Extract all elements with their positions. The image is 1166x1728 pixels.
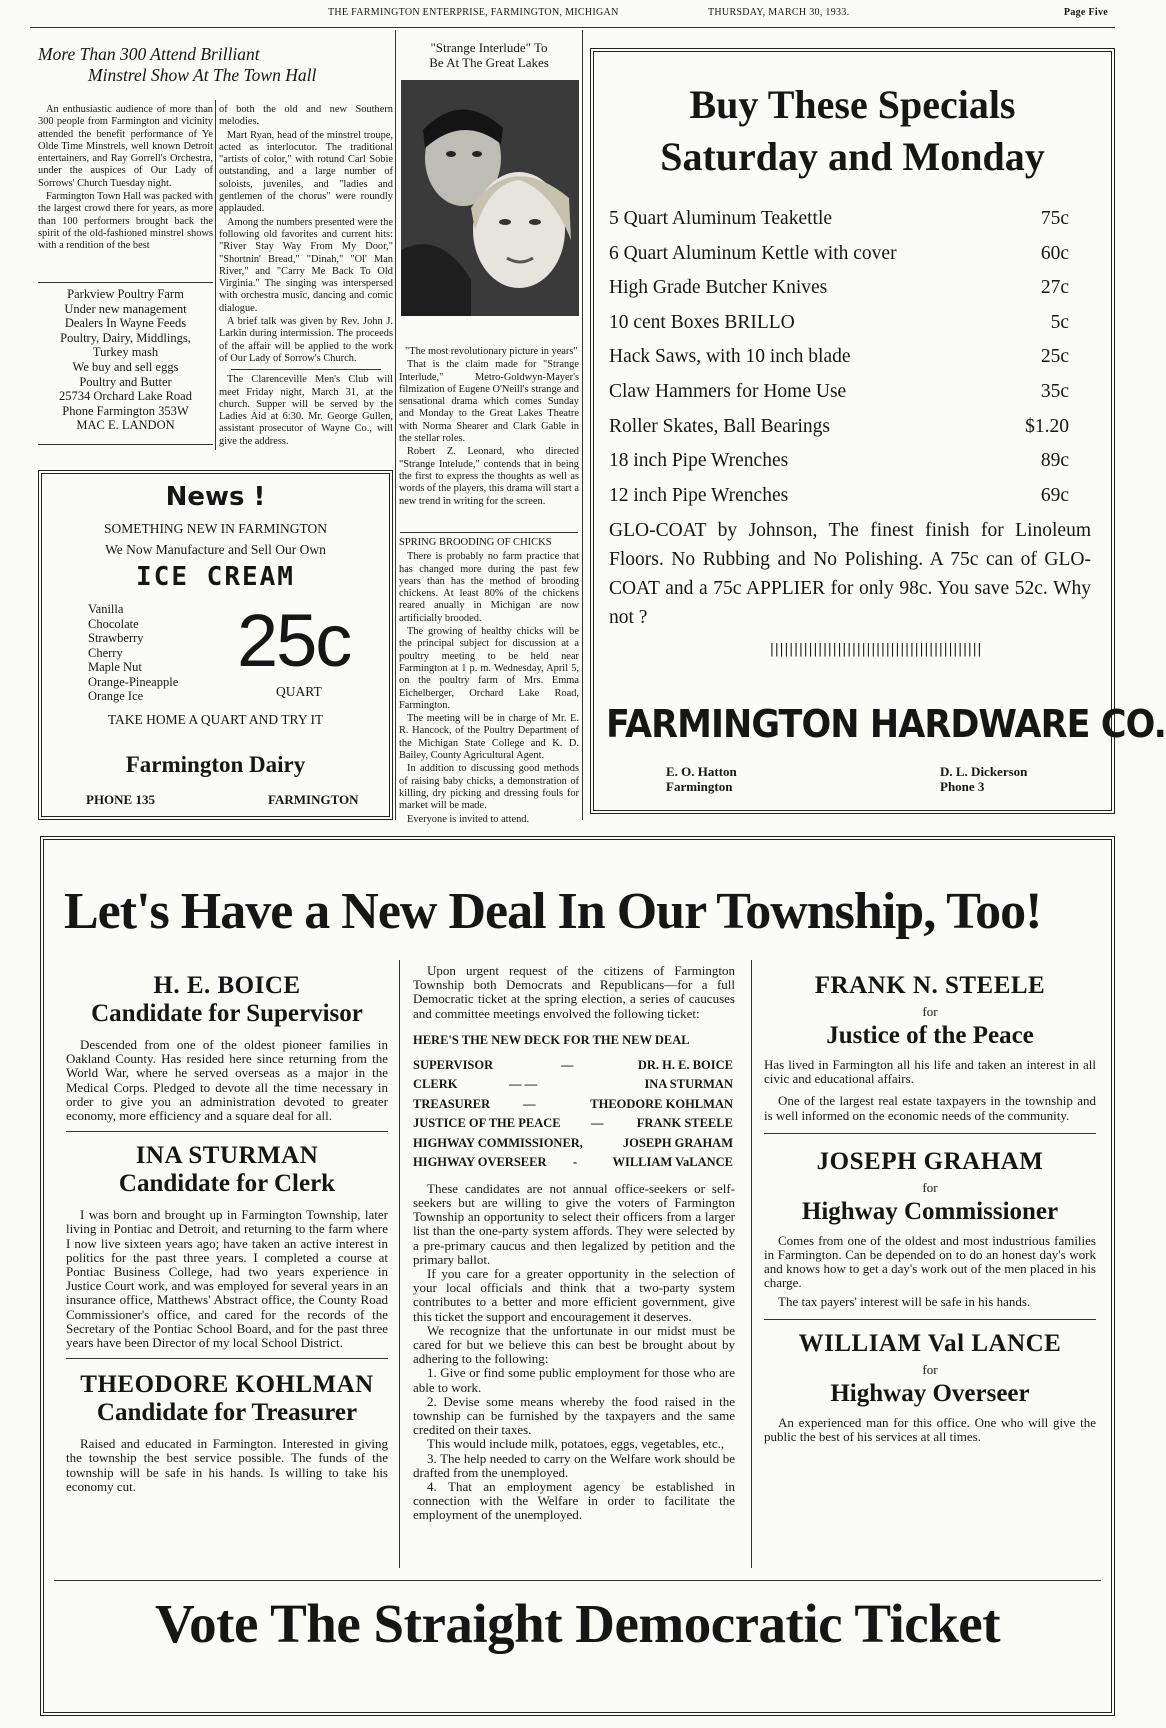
right-candidates — [764, 964, 1096, 1444]
header-rule — [30, 27, 1115, 28]
bio-text: An experienced man for this office. One who will give the public the best of his services at all times. — [764, 1414, 1096, 1445]
special-item — [609, 243, 1069, 275]
dairy-phone: PHONE 135 — [86, 792, 155, 807]
dairy-name: Farmington Dairy — [125, 752, 306, 777]
masthead-line: THE FARMINGTON ENTERPRISE, FARMINGTON, MICHIGAN — [328, 7, 619, 18]
left-candidates — [66, 964, 388, 1494]
column-rule — [582, 30, 583, 820]
ticket-row — [413, 1077, 733, 1096]
dairy-line: SOMETHING NEW IN FARMINGTON — [103, 521, 328, 536]
ad-line: We buy and sell eggs — [72, 359, 179, 374]
ad-title: Buy These Specials — [689, 82, 1016, 127]
ticket-list — [413, 1058, 735, 1176]
bio-text: The tax payers' interest will be safe in his hands. — [778, 1293, 1031, 1309]
candidate-office: Highway Commissioner — [801, 1197, 1059, 1225]
ticket-name: WILLIAM VaLANCE — [612, 1155, 733, 1170]
item-name: High Grade Butcher Knives — [609, 277, 828, 299]
for-label: for — [922, 1179, 938, 1195]
article-paragraph: That is the claim made for "Strange Interlude," Metro-Goldwyn-Mayer's filmization of Eugene O'Neill's strange and sensational drama which comes Sunday and Monday to the Great Lakes Theatre with Norma Shearer and Clark Gable in the stellar roles. — [399, 359, 579, 445]
article-paragraph: The growing of healthy chicks will be the principal subject for discussion at a poultry meeting to be held near Farmington at 1 p. m. Wednesday, April 5, on the poultry farm of Mrs. Emma Eichelberger, Orchard Lake Road, Farmington. — [399, 626, 579, 711]
candidate-bio — [66, 1038, 388, 1123]
special-item — [609, 381, 1069, 413]
price: 25c — [237, 599, 351, 682]
ticket-dash: — — — [509, 1077, 538, 1092]
owner-place: Phone 3 — [940, 779, 985, 794]
column-rule — [751, 960, 752, 1568]
article-paragraph: The meeting will be in charge of Mr. E. R. Hancock, of the Poultry Department of the Michigan State College and K. D. Bailey, County Agricultural Agent. — [399, 713, 579, 762]
item-price: $1.20 — [1025, 415, 1069, 437]
ad-line: Under new management — [64, 301, 187, 316]
ticket-name: INA STURMAN — [644, 1077, 733, 1092]
column-rule — [215, 100, 216, 450]
bio-text: Comes from one of the oldest and most industrious families in Farmington. Can be depended on to do an honest day's work and knows how to get a day's work out of the men placed in his charge. — [764, 1232, 1096, 1291]
deck-title: HERE'S THE NEW DECK FOR THE NEW DEAL — [413, 1032, 690, 1047]
ticket-office: HIGHWAY OVERSEER — [413, 1155, 547, 1170]
price-unit: QUART — [276, 684, 322, 699]
ticket-row — [413, 1116, 733, 1135]
special-item — [609, 485, 1069, 517]
bio-text: Descended from one of the oldest pioneer families in Oakland County. Has resided here since returning from the World War, where he served overseas as a major in the Medical Corps. Pledged to devote all the time necessary in order to give you an administration devoted to greater economy, more efficiency and a square deal for all. — [66, 1037, 388, 1124]
tagline: TAKE HOME A QUART AND TRY IT — [107, 712, 324, 727]
chicks-headline: SPRING BROODING OF CHICKS — [399, 537, 552, 548]
article-paragraph: The Clarenceville Men's Club will meet Friday night, March 31, at the church. Supper will be served by the Ladies Aid at 6:30. Mr. George Gullen, assistant prosecutor of Wayne Co., will give the address. — [219, 374, 393, 447]
for-label: for — [922, 1004, 938, 1019]
ad-line: Turkey mash — [92, 345, 159, 360]
headline-line: "Strange Interlude" To — [430, 40, 548, 55]
intro-text: Upon urgent request of the citizens of Farmington Township both Democrats and Republicans—for a full Democratic ticket at the spring election, a series of caucuses and committee meetings envolved the following ticket: — [413, 963, 735, 1021]
item-price: 35c — [1040, 381, 1069, 402]
flavor-item: Maple Nut — [88, 660, 142, 674]
ad-line: 25734 Orchard Lake Road — [59, 389, 192, 404]
article-paragraph: of both the old and new Southern melodies. — [219, 104, 393, 128]
article-paragraph: There is probably no farm practice that has changed more during the past few years than has the method of brooding chickens. At least 80% of the chickens reared anually in Michigan are now artificially brooded. — [399, 551, 579, 624]
film-still-photo — [401, 80, 579, 316]
candidate-bio — [66, 1208, 388, 1350]
candidate-office: Candidate for Treasurer — [96, 1399, 358, 1427]
ticket-dash: — — [591, 1116, 604, 1131]
headline-line: Be At The Great Lakes — [429, 55, 549, 70]
ticket-name: THEODORE KOHLMAN — [590, 1096, 733, 1111]
item-name: Claw Hammers for Home Use — [609, 381, 847, 402]
for-label: for — [922, 1361, 938, 1377]
candidate-name: JOSEPH GRAHAM — [816, 1147, 1044, 1175]
glo-coat-offer: GLO-COAT by Johnson, The finest finish for Linoleum Floors. No Rubbing and No Polishing. A 75c can of GLO-COAT and a 75c APPLIER for only 98c. You save 52c. Why not ? — [609, 520, 1091, 628]
platform-paragraph: These candidates are not annual office-seekers or self-seekers but are willing to give the voters of Farmington Township an opportunity to select their officers from a larger list than the one-party system affords. They were selected by a pre-primary caucus and then legalized by petition and the primary ballot. — [413, 1180, 735, 1267]
platform-paragraph: 3. The help needed to carry on the Welfare work should be drafted from the unemployed. — [413, 1450, 735, 1480]
vote-banner: Vote The Straight Democratic Ticket — [154, 1593, 1001, 1654]
article-paragraph: Among the numbers presented were the following old favorites and current hits: "River Stay Way From My Door," "Shortnin' Bread," "Dinah," "Ol' Man River," and "Carry Me Back To Old Virginia." The singing was interspersed with orchestra music, dancing and comic dialogue. — [219, 216, 393, 314]
candidate-name: FRANK N. STEELE — [814, 972, 1046, 999]
flavor-list — [88, 602, 228, 704]
minstrel-headline — [38, 44, 393, 86]
ad-line: Phone Farmington 353W — [62, 403, 189, 418]
owner-place: Farmington — [666, 779, 733, 794]
special-item — [609, 450, 1069, 482]
candidate-name: H. E. BOICE — [153, 972, 301, 999]
flavor-item: Cherry — [88, 645, 123, 660]
hardware-ad — [590, 48, 1166, 814]
item-name: Roller Skates, Ball Bearings — [609, 415, 830, 437]
divider — [66, 1358, 388, 1359]
platform-paragraph: 1. Give or find some public employment for those who are able to work. — [413, 1365, 735, 1395]
item-name: 6 Quart Aluminum Kettle with cover — [609, 242, 897, 264]
news-title: News ! — [165, 482, 266, 512]
candidate-bio — [66, 1437, 388, 1494]
ad-line: MAC E. LANDON — [76, 418, 175, 433]
ticket-row — [413, 1155, 733, 1174]
item-name: 12 inch Pipe Wrenches — [609, 484, 789, 506]
platform-paragraph: 4. That an employment agency be established in connection with the Welfare in order to facilitate the employment of the unemployed. — [413, 1479, 735, 1523]
item-price: 60c — [1040, 242, 1069, 264]
platform-paragraph: 2. Devise some means whereby the food raised in the township can be furnished by the taxpayers and the same credited on their taxes. — [413, 1393, 735, 1438]
item-price: 5c — [1050, 311, 1069, 333]
page-number: Page Five — [1063, 7, 1108, 18]
ticket-name: DR. H. E. BOICE — [637, 1057, 733, 1072]
new-deal-banner: Let's Have a New Deal In Our Township, Too! — [64, 883, 1042, 940]
specials-list — [609, 208, 1069, 508]
article-paragraph: In addition to discussing good methods of raising baby chicks, a demonstration of killing, dry picking and dressing fouls for market will be made. — [399, 763, 579, 812]
divider — [764, 1133, 1096, 1134]
ticket-row — [413, 1097, 733, 1116]
product-name: ICE CREAM — [136, 562, 295, 592]
ticket-dash: — — [523, 1096, 536, 1111]
special-item — [609, 208, 1069, 240]
hardware-logo: FARMINGTON HARDWARE CO. — [606, 702, 1166, 746]
candidate-bio — [764, 1416, 1096, 1444]
article-paragraph: A brief talk was given by Rev. John J. Larkin during intermission. The proceeds of the affair will be applied to the work of Our Lady of Sorrow's Church. — [219, 316, 393, 364]
special-item — [609, 277, 1069, 309]
ticket-row — [413, 1058, 733, 1077]
headline-line: Minstrel Show At The Town Hall — [88, 65, 317, 85]
flavor-item: Orange Ice — [88, 689, 144, 703]
special-item — [609, 416, 1069, 448]
minstrel-column-1 — [38, 104, 213, 254]
bio-text: Raised and educated in Farmington. Interested in giving the township the best service possible. The funds of the township will be safe in his hands. Is willing to take his economy cut. — [66, 1436, 388, 1494]
ad-line: Poultry, Dairy, Middlings, — [60, 330, 191, 345]
flavor-item: Chocolate — [88, 616, 139, 631]
headline-line: More Than 300 Attend Brilliant — [38, 44, 260, 64]
ticket-row — [413, 1136, 733, 1155]
platform-paragraph: This would include milk, potatoes, eggs, vegetables, etc., — [427, 1436, 725, 1452]
candidate-name: WILLIAM Val LANCE — [798, 1329, 1062, 1357]
intro — [413, 964, 735, 1021]
article-paragraph: An enthusiastic audience of more than 300 people from Farmington and vicinity attended the benefit performance of Ye Olde Time Minstrels, well known Detroit entertainers, and Ray Gorrell's Orchestra, under the auspices of Our Lady of Sorrows' Church Tuesday night. — [38, 104, 213, 189]
candidate-bio — [764, 1058, 1096, 1123]
special-item — [609, 346, 1069, 378]
candidate-office: Candidate for Clerk — [118, 1170, 336, 1198]
dairy-ad — [38, 470, 393, 820]
candidate-bio — [764, 1234, 1096, 1309]
new-deal-ad — [40, 836, 1115, 1716]
article-paragraph: Mart Ryan, head of the minstrel troupe, acted as interlocutor. The traditional "artists of color," with rotund Carl Sobie outstanding, and a large number of soloists, juveniles, and "ladies and gentlemen of the chorus" were roundly applauded. — [219, 129, 393, 215]
item-price: 89c — [1040, 450, 1069, 472]
article-paragraph: Robert Z. Leonard, who directed "Strange Intelude," contends that in being the first to express the thoughts as well as words of the players, this drama will start a new trend in writing for the screen. — [399, 446, 579, 507]
bio-text: I was born and brought up in Farmington Township, later living in Pontiac and Detroit, and returning to the farm where I now live sixteen years ago; have taken an active interest in politics for the past three years. I completed a course at Pontiac Business College, had two years experience in Justice Court work, and was employed for several years in an insurance office, Matthews' Abstract office, the County Road Commissioner's office, and cared for the records of the Secretary of the Pontiac School Board, and for the past three years have been Director of my local School District. — [66, 1207, 388, 1351]
footer-rule — [54, 1580, 1101, 1581]
ad-line: Poultry and Butter — [79, 374, 172, 389]
owner-left — [666, 764, 737, 794]
ticket-office: HIGHWAY COMMISSIONER, — [413, 1135, 583, 1150]
candidate-office: Highway Overseer — [830, 1379, 1030, 1407]
article-paragraph: Everyone is invited to attend. — [407, 813, 530, 825]
ticket-office: JUSTICE OF THE PEACE — [413, 1116, 561, 1131]
ticket-office: CLERK — [413, 1077, 458, 1092]
candidate-name: INA STURMAN — [135, 1142, 319, 1170]
column-rule — [395, 30, 396, 820]
ticket-office: SUPERVISOR — [413, 1057, 494, 1072]
ad-title: Saturday and Monday — [660, 134, 1045, 179]
owner-name: D. L. Dickerson — [940, 764, 1028, 779]
candidate-name: THEODORE KOHLMAN — [80, 1371, 374, 1399]
divider — [400, 532, 578, 533]
ticket-name: JOSEPH GRAHAM — [622, 1135, 733, 1150]
ornament: |||||||||||||||||||||||||||||||||||||||||||| — [768, 642, 981, 657]
flavor-item: Orange-Pineapple — [88, 674, 179, 689]
item-name: 5 Quart Aluminum Teakettle — [609, 208, 833, 229]
ticket-name: FRANK STEELE — [636, 1116, 733, 1131]
candidate-office: Justice of the Peace — [826, 1022, 1034, 1049]
flavor-item: Vanilla — [88, 602, 124, 616]
center-column — [413, 964, 735, 1523]
item-price: 27c — [1040, 277, 1069, 299]
bio-text: One of the largest real estate taxpayers in the township and is well informed on the economic needs of the community. — [764, 1093, 1096, 1123]
divider — [231, 369, 381, 370]
platform-paragraph: We recognize that the unfortunate in our midst must be cared for but we believe this can best be brought about by adhering to the following: — [413, 1322, 735, 1367]
owner-right — [940, 764, 1027, 794]
strange-headline — [398, 40, 580, 70]
ad-line: Parkview Poultry Farm — [67, 287, 184, 301]
item-name: 18 inch Pipe Wrenches — [609, 450, 789, 472]
dairy-line: We Now Manufacture and Sell Our Own — [105, 542, 326, 557]
item-price: 69c — [1040, 484, 1069, 506]
platform — [413, 1182, 735, 1523]
candidate-office: Candidate for Supervisor — [91, 1000, 363, 1027]
photo-caption: "The most revolutionary picture in years" — [405, 346, 578, 357]
platform-paragraph: If you care for a greater opportunity in the selection of your local officials and think that a two-party system contributes to a better and more efficient government, give this ticket the support and encouragement it deserves. — [413, 1266, 735, 1324]
ad-line: Dealers In Wayne Feeds — [64, 316, 187, 331]
divider — [764, 1319, 1096, 1320]
issue-date: THURSDAY, MARCH 30, 1933. — [708, 7, 850, 18]
ticket-dash: — — [561, 1057, 574, 1072]
dairy-town: FARMINGTON — [268, 792, 359, 807]
bio-text: Has lived in Farmington all his life and taken an interest in all civic and educational affairs. — [764, 1057, 1096, 1087]
poultry-ad — [38, 282, 213, 445]
item-price: 75c — [1040, 208, 1069, 229]
column-rule — [399, 960, 400, 1568]
chicks-article — [399, 537, 579, 827]
running-head — [40, 7, 1108, 25]
item-name: 10 cent Boxes BRILLO — [609, 311, 795, 333]
item-price: 25c — [1040, 346, 1069, 368]
item-name: Hack Saws, with 10 inch blade — [609, 346, 851, 368]
article-paragraph: Farmington Town Hall was packed with the largest crowd there for years, as more than 100 performers brought back the spirit of the old-fashioned minstrel shows with a rendition of the best — [38, 191, 213, 252]
minstrel-column-2 — [219, 104, 393, 449]
owner-name: E. O. Hatton — [666, 764, 737, 779]
divider — [66, 1131, 388, 1132]
strange-article — [399, 346, 579, 509]
special-item — [609, 312, 1069, 344]
ticket-dash: - — [573, 1155, 578, 1170]
ticket-office: TREASURER — [413, 1096, 491, 1111]
flavor-item: Strawberry — [88, 631, 144, 645]
